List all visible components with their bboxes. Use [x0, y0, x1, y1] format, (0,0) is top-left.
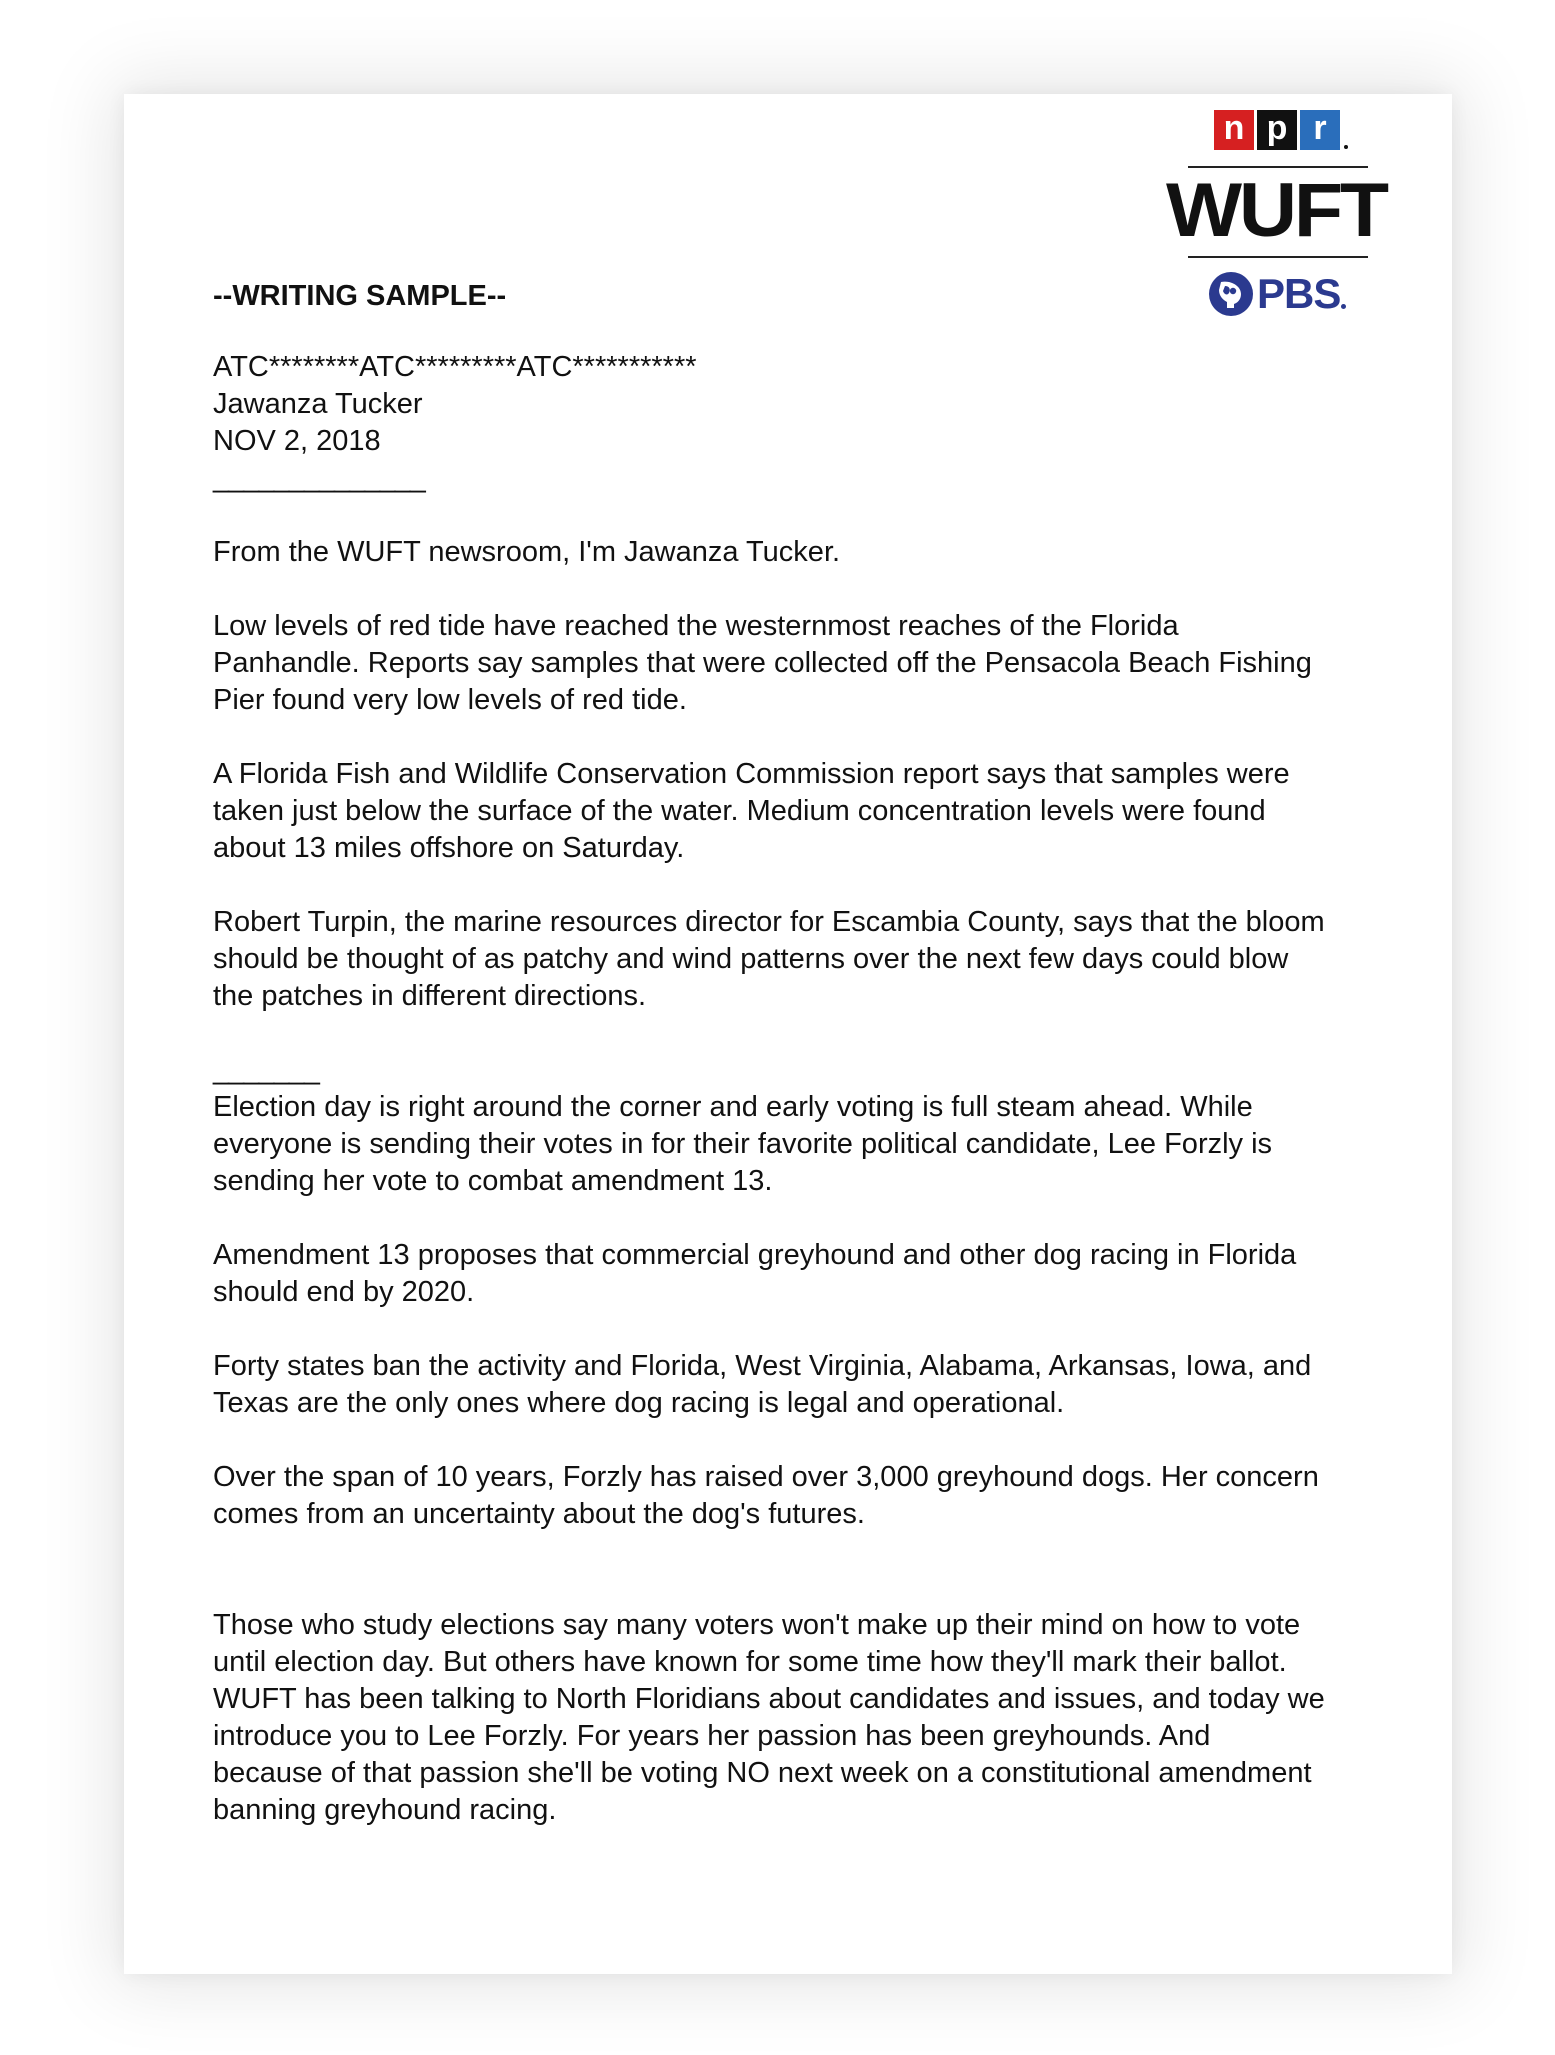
npr-logo-p: p	[1257, 110, 1297, 150]
npr-logo-n: n	[1214, 110, 1254, 150]
npr-logo	[1214, 110, 1348, 150]
story2-paragraph-4: Over the span of 10 years, Forzly has raised over 3,000 greyhound dogs. Her concern comes from an uncertainty about the dog's futures.	[213, 1461, 1319, 1530]
document-page	[124, 94, 1452, 1974]
pbs-wordmark: PBS	[1257, 270, 1341, 317]
document-body	[213, 278, 1363, 1829]
npr-logo-r: r	[1300, 110, 1340, 150]
story-divider: _______	[213, 1054, 319, 1086]
story1-paragraph-2: A Florida Fish and Wildlife Conservation Commission report says that samples were taken just below the surface of the water. Medium concentration levels were found about 13 miles offshore on Saturday.	[213, 758, 1290, 864]
npr-logo-dot	[1344, 145, 1348, 149]
logo-divider-bottom	[1188, 256, 1368, 258]
document-date: NOV 2, 2018	[213, 425, 381, 457]
slug-line: ATC********ATC*********ATC***********	[213, 351, 697, 383]
document-heading: --WRITING SAMPLE--	[213, 280, 507, 312]
story1-paragraph-3: Robert Turpin, the marine resources director for Escambia County, says that the bloom should be thought of as patchy and wind patterns over the next few days could blow the patches in different directions.	[213, 906, 1325, 1012]
story2-paragraph-3: Forty states ban the activity and Florida, West Virginia, Alabama, Arkansas, Iowa, and Texas are the only ones where dog racing is legal and operational.	[213, 1350, 1312, 1419]
final-paragraph: Those who study elections say many voters won't make up their mind on how to vote until election day. But others have known for some time how they'll mark their ballot. WUFT has been talking to North Floridians about candidates and issues, and today we introduce you to Lee Forzly. For years her passion has been greyhounds. And because of that passion she'll be voting NO next week on a constitutional amendment banning greyhound racing.	[213, 1609, 1325, 1826]
intro-line: From the WUFT newsroom, I'm Jawanza Tucker.	[213, 536, 841, 568]
story1-paragraph-1: Low levels of red tide have reached the westernmost reaches of the Florida Panhandle. Reports say samples that were collected off the Pensacola Beach Fishing Pier found very low levels of red tide.	[213, 610, 1312, 716]
header-divider: ______________	[213, 462, 425, 494]
story2-paragraph-1: Election day is right around the corner and early voting is full steam ahead. While everyone is sending their votes in for their favorite political candidate, Lee Forzly is sending her vote to combat amendment 13.	[213, 1091, 1273, 1197]
story2-paragraph-2: Amendment 13 proposes that commercial greyhound and other dog racing in Florida should end by 2020.	[213, 1239, 1297, 1308]
author-name: Jawanza Tucker	[213, 388, 423, 420]
wuft-wordmark: WUFT	[1166, 168, 1386, 253]
